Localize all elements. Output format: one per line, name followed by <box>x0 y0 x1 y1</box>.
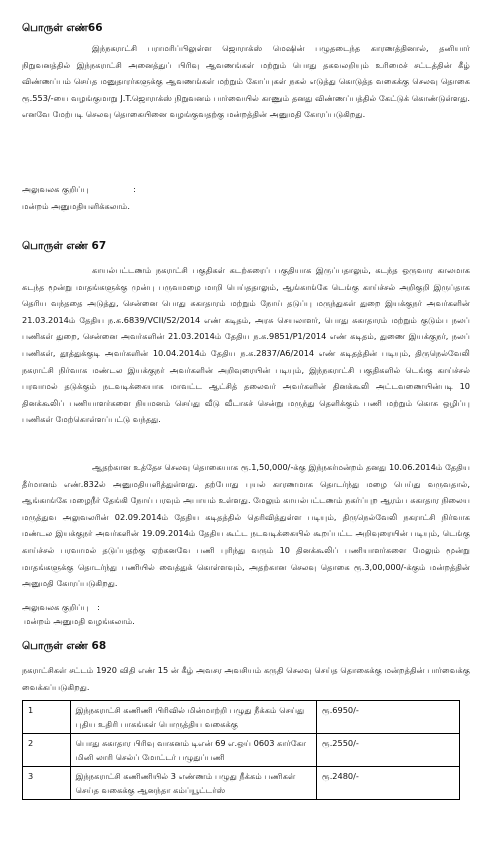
expense-table <box>22 700 460 800</box>
subject-67-office-note <box>22 600 100 614</box>
table-row <box>23 734 460 767</box>
subject-67-body-2: ஆதற்கான உத்தேச செலவு தொகையாக ரூ.1,50,000/-க்கு இந்நகர்மன்றம் தனது 10.06.2014ம் தேதிய தீர்மானம் எண்.832ல் அனுமதியளித்துள்ளது. தற்போது புயல் காரணமாக தொடர்ந்து மழை பெய்து வருவதால், ஆங்காங்கே மழைநீர் தேங்கி நோய் பரவும் அபாயம் உள்ளது. மேலும் காயல்பட்டணம் நகர்ப்புற ஆரம்ப சுகாதார நிலைய மருத்துவ அலுவலரின் 02.09.2014ம் தேதிய கடிதத்தில் தெரிவித்துள்ள படியும், திருநெல்வேலி நகராட்சி நிர்வாக மண்டல இயக்குநர் அவர்களின் 19.09.2014ம் தேதிய கூட்ட நடவடிக்கையில் கூறப்பட்ட அறிவுரையின் படியும், டெங்கு காய்ச்சல் பரவாமல் தடுப்பதற்கு ஏற்கனவே பணி புரிந்து வரும் 10 தினக்கூலிப் பணியாளர்களை மேலும் மூன்று மாதங்களுக்கு தொடர்ந்து பணியில் வைத்துக் கொள்ளவும், அதற்கான செலவு தொகை ரூ.3,00,000/-க்கும் மன்றத்தின் அனுமதி கோரப்படுகிறது. <box>22 462 470 589</box>
subject-66-body: இந்நகராட்சி பராமரிப்பிலுள்ள ஜொராக்ஸ் மெஷின் பழுதடைந்த காரணத்தினால், தனியார் நிறுவனத்தில் இந்நகராட்சி அனைத்துப் பிரிவு ஆவணங்கள் மற்றும் பொது தகவலறியும் உரிமைச் சட்டத்தின் கீழ் விண்ணப்பம் செய்த மனுதாரர்களுக்கு ஆவணங்கள் மற்றும் கோப்புகள் நகல் எடுத்து கொடுத்த வகைக்கு செலவு தொகை ரூ.553/-யை வழங்குமாறு J.T.ஜொராக்ஸ் நிறுவனம் பார்வையில் காணும் தனது விண்ணப்பத்தில் கேட்டுக் கொண்டுள்ளது. எனவே மேற்படி செலவு தொகையினை வழங்குவதற்கு மன்றத்தின் அனுமதி கோரப்படுகிறது. <box>22 43 470 120</box>
subject-66-heading: பொருள் எண்66 <box>22 22 103 34</box>
office-note-colon: : <box>97 602 100 612</box>
subject-68-heading: பொருள் எண் 68 <box>22 640 107 652</box>
table-row <box>23 701 460 734</box>
row-amount: ரூ.2480/- <box>317 767 460 800</box>
row-amount: ரூ.6950/- <box>317 701 460 734</box>
subject-66-resolution: மன்றம் அனுமதியளிக்கலாம். <box>22 201 130 211</box>
table-row <box>23 767 460 800</box>
office-note-label: அலுவலக குறிப்பு <box>22 184 89 194</box>
office-note-label: அலுவலக குறிப்பு <box>22 602 89 612</box>
row-number: 3 <box>23 767 71 800</box>
row-number: 2 <box>23 734 71 767</box>
row-description: இந்நகராட்சி கணிணி பிரிவில் மின்மாற்றி பழுது நீக்கம் செய்து புதிய உதிரி பாகங்கள் பொருத்திய வகைக்கு <box>70 701 316 734</box>
subject-67-resolution: மன்றம் அனுமதி வழங்கலாம். <box>24 616 135 626</box>
office-note-colon: : <box>133 184 136 194</box>
row-amount: ரூ.2550/- <box>317 734 460 767</box>
subject-66-office-note <box>22 182 136 196</box>
subject-67-body-1: காயல்பட்டணம் நகராட்சி பகுதிகள் கடற்கரைப் பகுதியாக இருப்பதாலும், கடந்த ஒருவார காலமாக கடந்த மூன்று மாதங்களுக்கு முன்பு பருவமழை மாறி பெய்ததாலும், ஆங்காங்கே டெங்கு காய்ச்சல் அறிகுறி இருப்தாக தெரிய வந்ததை அடுத்து, சென்னை பொது சுகாதாரம் மற்றும் நோய் தடுப்பு மருந்துகள் துறை இயக்குநர் அவர்களின் 21.03.2014ம் தேதிய ந.க.6839/VCII/S2/2014 எண் கடிதம், அரசு செயலாளர், பொது சுகாதாரம் மற்றும் குடும்ப நலப் பணிகள் துறை, சென்னை அவர்களின் 21.03.2014ம் தேதிய ந.க.9851/P1/2014 எண் கடிதம், துணை இயக்குநர், நலப் பணிகள், தூத்துக்குடி அவர்களின் 10.04.2014ம் தேதிய ந.க.2837/A6/2014 எண் கடிதத்தின் படியும், திருநெல்வேலி நகராட்சி நிர்வாக மண்டல இயக்குநர் அவர்களின் அறிவுரையின் படியும், இந்நகராட்சி பகுதிகளில் டெங்கு காய்ச்சல் பரவாமல் தடுக்கும் நடவடிக்கையாக மாவட்ட ஆட்சித் தலைவர் அவர்களின் தினக்கூலி அட்டவணையின்படி 10 தினக்கூலிப் பணியாளர்களை நியமனம் செய்து வீடு வீடாகச் சென்று மருந்து தெளிக்கும் பணி மற்றும் கொசு ஒழிப்பு பணிகள் மேற்கொள்ளப்பட்டு வந்தது. <box>22 265 470 425</box>
subject-67-heading: பொருள் எண் 67 <box>22 240 107 252</box>
row-description: பொது சுகாதார பிரிவு வாகனம் டிஎன் 69 எ.ஒய் 0603 கார்கோ மினி லாரி செல்ப் மோட்டர் பழுதுப்பணி <box>70 734 316 767</box>
subject-68-intro: நகராட்சிகள் சட்டம் 1920 விதி எண் 15 ன் கீழ் அவசர அவசியம் கருதி செலவு செய்த தொகைக்கு மன்றத்தின் பார்வைக்கு வைக்கப்படுகிறது. <box>22 665 470 692</box>
row-description: இந்நகராட்சி கணிணியில் 3 எண்ணம் பழுது நீக்கம் பணிகள் செய்த வகைக்கு ஆனந்தா கம்ப்யூட்டர்ஸ் <box>70 767 316 800</box>
row-number: 1 <box>23 701 71 734</box>
